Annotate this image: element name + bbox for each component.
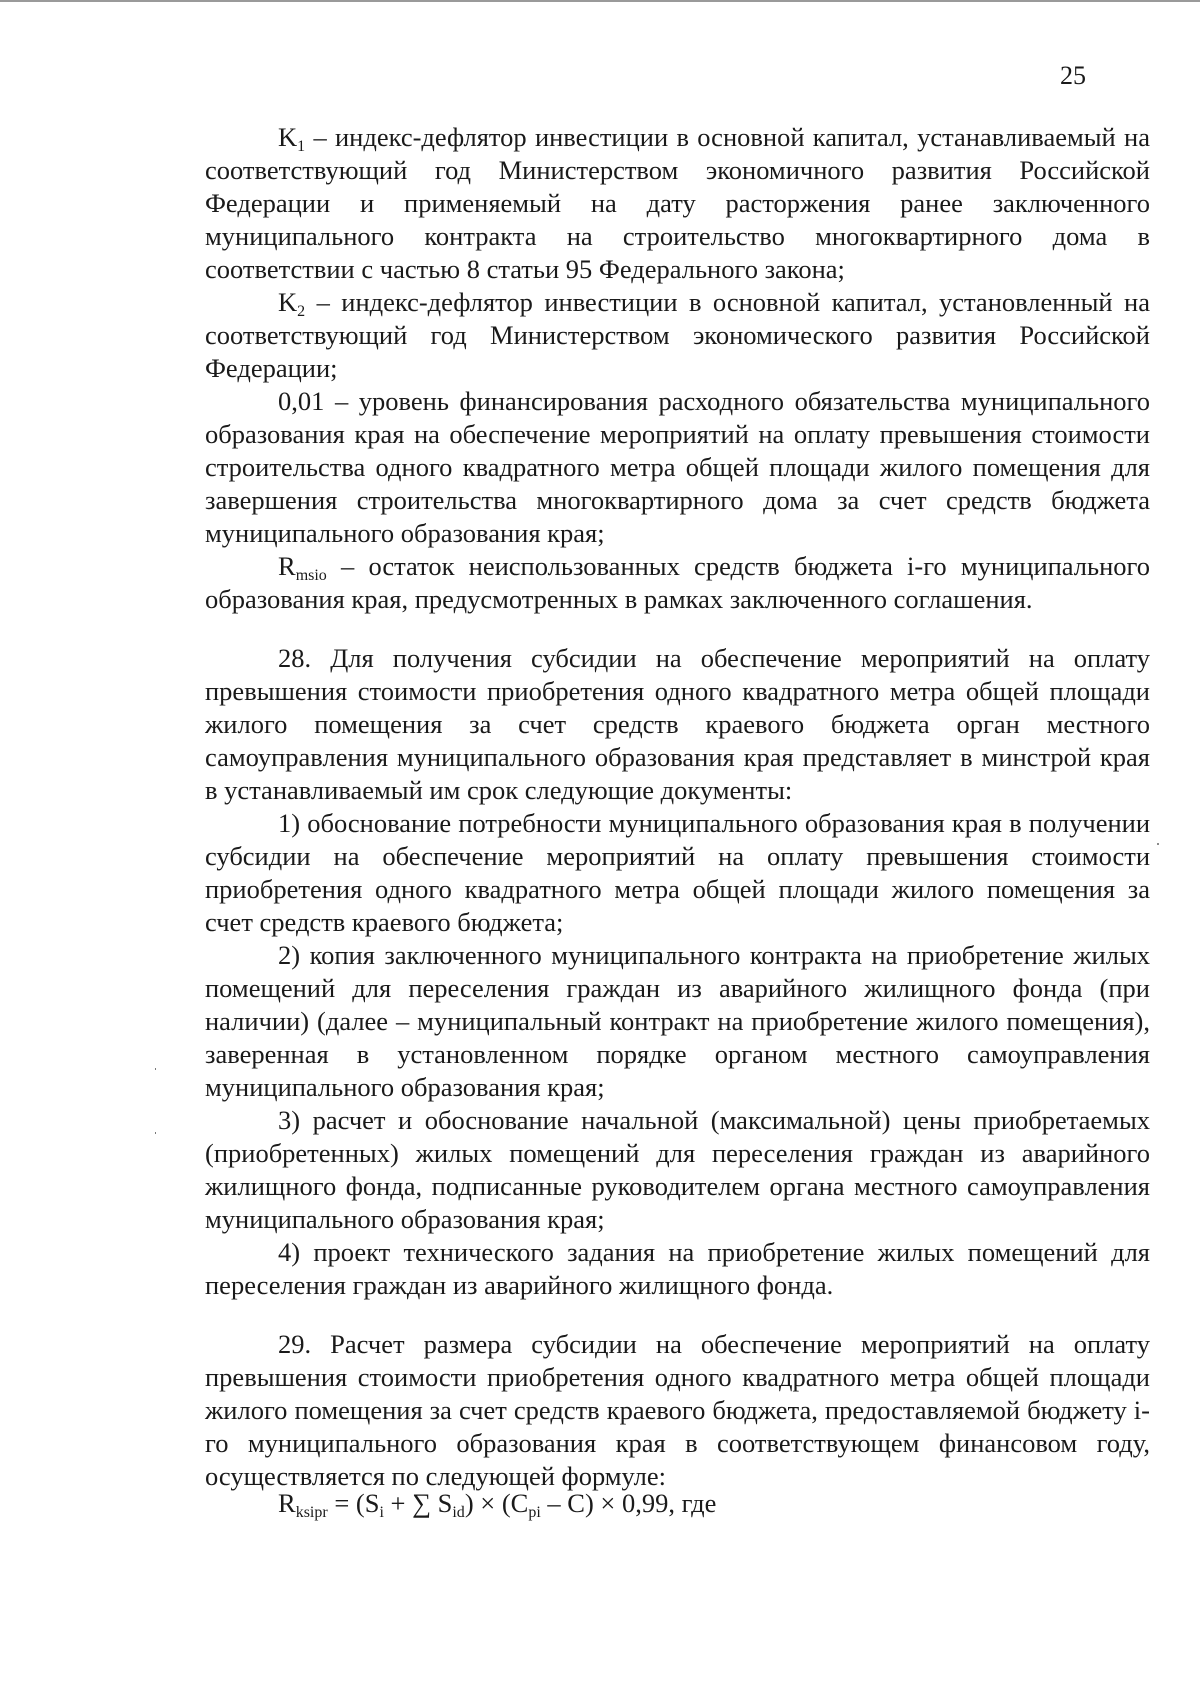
definition-rmsio: $R_{msio}$ – остаток неиспользованных средств бюджета i-го муниципального образования края, предусмотренных в рамках заключенного соглашения. bbox=[205, 551, 1150, 614]
section-29-text: 29. Расчет размера субсидии на обеспечение мероприятий на оплату превышения стоимости приобретения одного квадратного метра общей площади жилого помещения за счет средств краевого бюджета, предоставляемой бюджету i-го муниципального образования края в соответствующем финансовом году, осуществляется по следующей формуле: bbox=[205, 1329, 1150, 1491]
subsidy-formula: $R_{ksipr} = (S_i$ + ∑ $S_{id}) \times (C_{pi} - C) \times 0,99$, где bbox=[278, 1488, 717, 1521]
scan-speck bbox=[155, 1068, 156, 1070]
definition-k2: $K_2$ – индекс-дефлятор инвестиции в основной капитал, установленный на соответствующий год Министерством экономического развития Российской Федерации; bbox=[205, 287, 1150, 383]
definition-k1: $K_1$ – индекс-дефлятор инвестиции в основной капитал, устанавливаемый на соответствующий год Министерством экономичного развития Российской Федерации и применяемый на дату расторжения ранее заключенного муниципального контракта на строительство многоквартирного дома в соответствии с частью 8 статьи 95 Федерального закона; bbox=[205, 122, 1150, 284]
scan-speck bbox=[155, 1132, 156, 1134]
definitions-block bbox=[205, 121, 1150, 1493]
scan-speck bbox=[1157, 843, 1159, 845]
section-28-item-2: 2) копия заключенного муниципального контракта на приобретение жилых помещений для переселения граждан из аварийного жилищного фонда (при наличии) (далее – муниципальный контракт на приобретение жилого помещения), заверенная в установленном порядке органом местного самоуправления муниципального образования края; bbox=[205, 940, 1150, 1102]
section-28-item-1: 1) обоснование потребности муниципального образования края в получении субсидии на обеспечение мероприятий на оплату превышения стоимости приобретения одного квадратного метра общей площади жилого помещения за счет средств краевого бюджета; bbox=[205, 808, 1150, 937]
section-28-item-3: 3) расчет и обоснование начальной (максимальной) цены приобретаемых (приобретенных) жилых помещений для переселения граждан из аварийного жилищного фонда, подписанные руководителем органа местного самоуправления муниципального образования края; bbox=[205, 1105, 1150, 1234]
definition-0-01: 0,01 – уровень финансирования расходного обязательства муниципального образования края на обеспечение мероприятий на оплату превышения стоимости строительства одного квадратного метра общей площади жилого помещения для завершения строительства многоквартирного дома за счет средств бюджета муниципального образования края; bbox=[205, 386, 1150, 548]
page-number: 25 bbox=[1060, 61, 1086, 90]
section-28-intro: 28. Для получения субсидии на обеспечение мероприятий на оплату превышения стоимости приобретения одного квадратного метра общей площади жилого помещения за счет средств краевого бюджета орган местного самоуправления муниципального образования края представляет в минстрой края в устанавливаемый им срок следующие документы: bbox=[205, 643, 1150, 805]
scan-top-edge bbox=[0, 0, 1200, 2]
section-28-item-4: 4) проект технического задания на приобретение жилых помещений для переселения граждан из аварийного жилищного фонда. bbox=[205, 1237, 1150, 1300]
